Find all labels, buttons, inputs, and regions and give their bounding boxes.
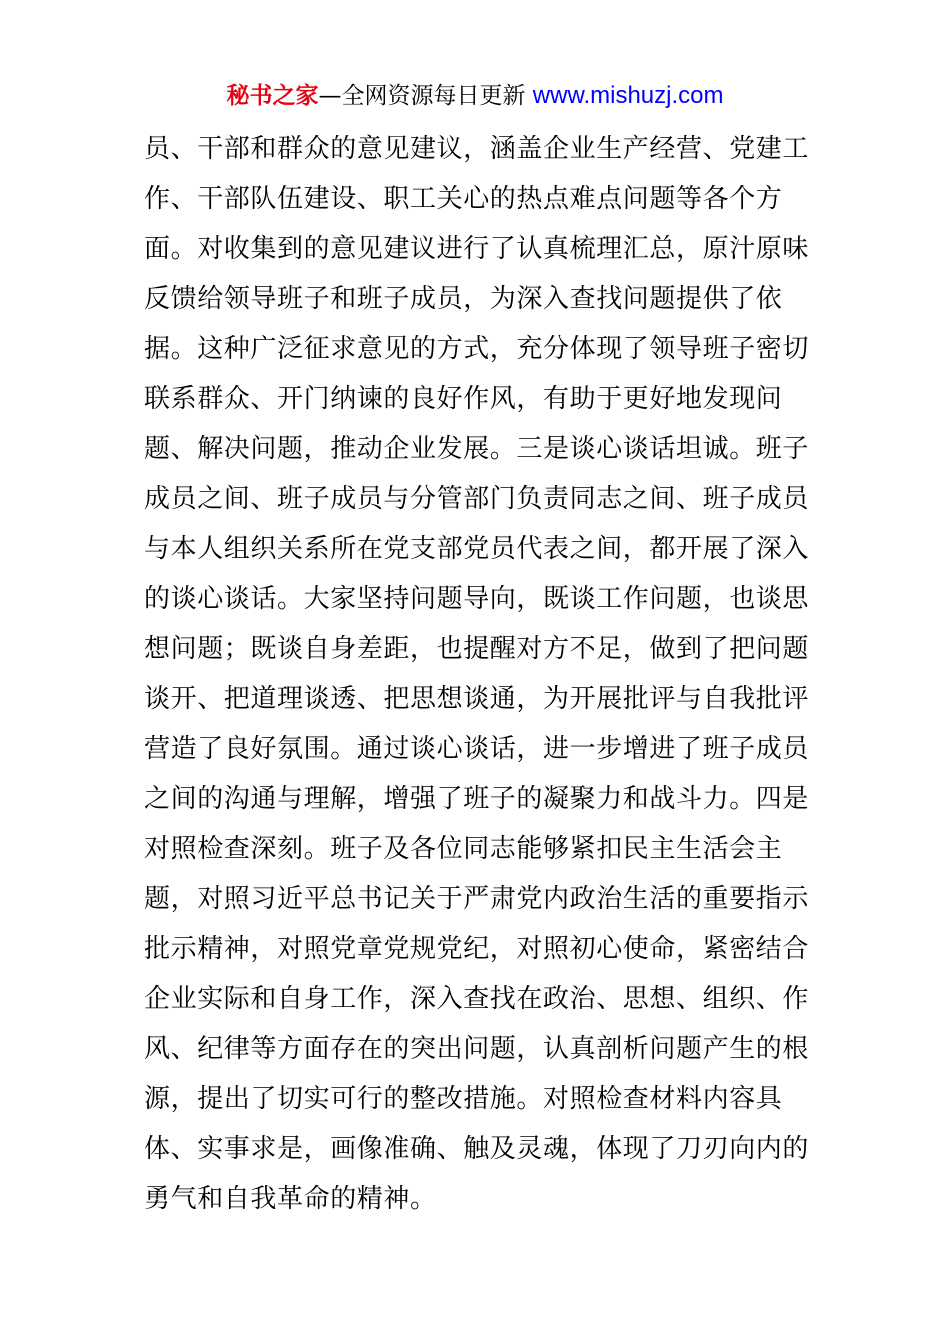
- text-line: 据。这种广泛征求意见的方式，充分体现了领导班子密切: [144, 334, 810, 364]
- text-line: 题，对照习近平总书记关于严肃党内政治生活的重要指示: [144, 884, 810, 914]
- text-line: 企业实际和自身工作，深入查找在政治、思想、组织、作: [144, 984, 810, 1014]
- text-line: 体、实事求是，画像准确、触及灵魂，体现了刀刃向内的: [144, 1134, 810, 1164]
- brand-name: 秘书之家: [226, 83, 319, 109]
- text-line: 面。对收集到的意见建议进行了认真梳理汇总，原汁原味: [144, 234, 810, 264]
- text-line: 风、纪律等方面存在的突出问题，认真剖析问题产生的根: [144, 1034, 810, 1064]
- text-line: 反馈给领导班子和班子成员，为深入查找问题提供了依: [144, 284, 783, 314]
- text-line: 成员之间、班子成员与分管部门负责同志之间、班子成员: [144, 484, 810, 514]
- header-url-link[interactable]: www.mishuzj.com: [532, 82, 724, 109]
- text-line: 与本人组织关系所在党支部党员代表之间，都开展了深入: [144, 534, 810, 564]
- text-line: 想问题；既谈自身差距，也提醒对方不足，做到了把问题: [144, 634, 810, 664]
- text-line: 营造了良好氛围。通过谈心谈话，进一步增进了班子成员: [144, 734, 810, 764]
- text-line: 谈开、把道理谈透、把思想谈通，为开展批评与自我批评: [144, 684, 810, 714]
- text-line: 作、干部队伍建设、职工关心的热点难点问题等各个方: [144, 184, 783, 214]
- text-line: 批示精神，对照党章党规党纪，对照初心使命，紧密结合: [144, 934, 810, 964]
- page-header: [0, 80, 950, 112]
- text-line: 对照检查深刻。班子及各位同志能够紧扣民主生活会主: [144, 834, 783, 864]
- text-line: 勇气和自我革命的精神。: [144, 1184, 437, 1214]
- text-line: 联系群众、开门纳谏的良好作风，有助于更好地发现问: [144, 384, 783, 414]
- text-line: 之间的沟通与理解，增强了班子的凝聚力和战斗力。四是: [144, 784, 810, 814]
- document-body: [144, 124, 814, 1224]
- text-line: 的谈心谈话。大家坚持问题导向，既谈工作问题，也谈思: [144, 584, 810, 614]
- header-tagline: —全网资源每日更新: [318, 83, 533, 109]
- text-line: 员、干部和群众的意见建议，涵盖企业生产经营、党建工: [144, 134, 810, 164]
- text-line: 题、解决问题，推动企业发展。三是谈心谈话坦诚。班子: [144, 434, 810, 464]
- text-line: 源，提出了切实可行的整改措施。对照检查材料内容具: [144, 1084, 783, 1114]
